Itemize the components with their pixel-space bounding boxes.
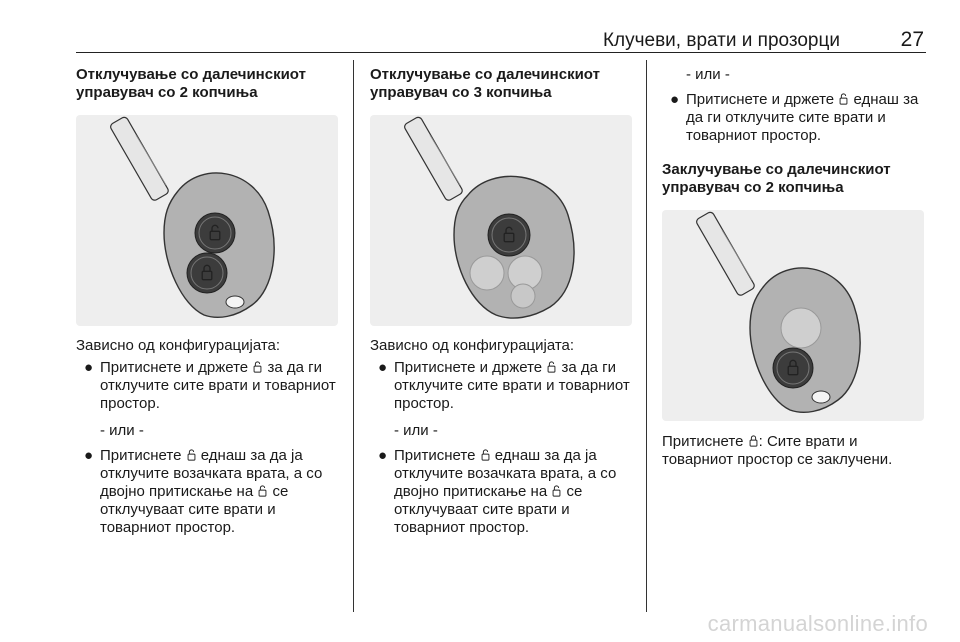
watermark: carmanualsonline.info xyxy=(707,611,928,636)
lock-description: Притиснете : Сите врати и товарниот простор се заклучени. xyxy=(662,433,893,468)
intro-text: Зависно од конфигурацијата: xyxy=(370,337,575,354)
column-lock xyxy=(662,66,930,469)
list-item: ● Притиснете еднаш за да ја отклучите возачката врата, а со двојно притискање на се отклучуваат сите врати и товарниот простор. xyxy=(84,447,323,536)
column-divider xyxy=(646,60,647,612)
list-item: ● Притиснете еднаш за да ја отклучите возачката врата, а со двојно притискање на се отклучуваат сите врати и товарниот простор. xyxy=(378,447,617,536)
unlock-icon xyxy=(481,449,490,461)
or-separator: - или - xyxy=(100,422,144,439)
column-unlock-3-buttons xyxy=(370,66,638,537)
unlock-icon xyxy=(839,93,848,105)
section-heading: Отклучување со далечинскиот управувач со 2 копчиња xyxy=(76,66,306,101)
unlock-icon xyxy=(547,361,556,373)
unlock-icon xyxy=(253,361,262,373)
column-divider xyxy=(353,60,354,612)
bullet-dot: ● xyxy=(670,91,680,108)
list-item: ● Притиснете и држете за да ги отклучите сите врати и товарниот простор. xyxy=(378,359,630,412)
remote-key-2-buttons-icon xyxy=(76,115,338,326)
unlock-icon xyxy=(187,449,196,461)
remote-key-lock-icon xyxy=(662,210,924,421)
key-2-buttons-illustration xyxy=(76,115,338,326)
section-heading: Заклучување со далечинскиот управувач со 2 копчиња xyxy=(662,161,891,196)
page-header xyxy=(76,28,926,53)
page-title: Клучеви, врати и прозорци xyxy=(602,30,840,51)
unlock-icon xyxy=(258,485,267,497)
key-lock-illustration xyxy=(662,210,924,421)
key-3-buttons-illustration xyxy=(370,115,632,326)
section-heading: Отклучување со далечинскиот управувач со 3 копчиња xyxy=(370,66,600,101)
bullet-dot: ● xyxy=(378,359,388,376)
column-unlock-2-buttons xyxy=(76,66,344,537)
unlock-icon xyxy=(552,485,561,497)
or-separator: - или - xyxy=(394,422,438,439)
bullet-dot: ● xyxy=(378,447,388,464)
bullet-dot: ● xyxy=(84,359,94,376)
remote-key-3-buttons-icon xyxy=(370,115,632,326)
intro-text: Зависно од конфигурацијата: xyxy=(76,337,281,354)
lock-icon xyxy=(749,435,758,447)
bullet-dot: ● xyxy=(84,447,94,464)
page-number: 27 xyxy=(900,28,924,51)
or-separator: - или - xyxy=(686,66,730,83)
list-item: ● Притиснете и држете за да ги отклучите сите врати и товарниот простор. xyxy=(84,359,336,412)
list-item: ● Притиснете и држете еднаш за да ги отклучите сите врати и товарниот простор. xyxy=(670,91,919,144)
